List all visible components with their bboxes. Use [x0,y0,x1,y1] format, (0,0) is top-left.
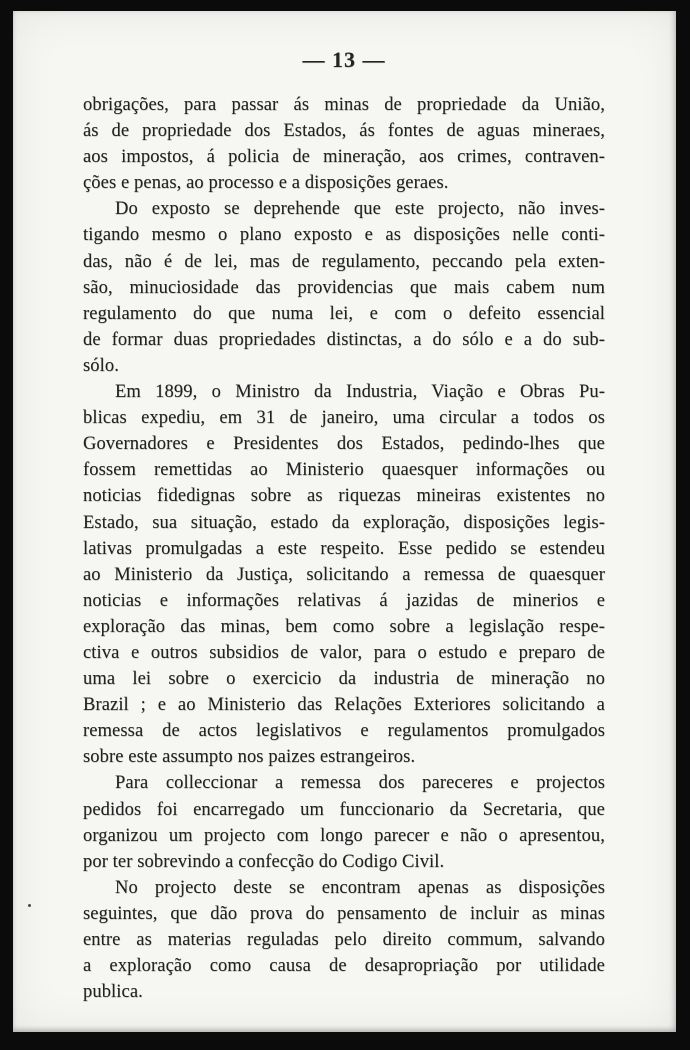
text-line: exploração das minas, bem como sobre a legislação respe- [83,616,605,637]
text-line: Para colleccionar a remessa dos pareceres e projectos [115,773,605,794]
text-line: sólo. [83,355,119,376]
text-line: lativas promulgadas a este respeito. Esse pedido se estendeu [83,538,605,559]
text-line: organizou um projecto com longo parecer e não o apresentou, [83,825,605,846]
text-line: por ter sobrevindo a confecção do Codigo Civil. [83,851,445,872]
text-line: noticias e informações relativas á jazidas de minerios e [83,590,605,611]
text-line: No projecto deste se encontram apenas as disposições [115,877,605,898]
text-line: são, minuciosidade das providencias que mais cabem num [83,277,605,298]
text-line: Em 1899, o Ministro da Industria, Viação e Obras Pu- [115,382,605,403]
text-line: seguintes, que dão prova do pensamento de incluir as minas [83,903,605,924]
text-line: tigando mesmo o plano exposto e as disposições nelle conti- [83,225,605,246]
text-line: aos impostos, á policia de mineração, aos crimes, contraven- [83,147,605,168]
text-line: ás de propriedade dos Estados, ás fontes de aguas mineraes, [83,121,605,142]
text-line: remessa de actos legislativos e regulamentos promulgados [83,721,605,742]
text-line: blicas expediu, em 31 de janeiro, uma circular a todos os [83,408,605,429]
text-line: uma lei sobre o exercicio da industria de mineração no [83,669,605,690]
text-line: Do exposto se deprehende que este projecto, não inves- [115,199,605,220]
text-line: pedidos foi encarregado um funccionario da Secretaria, que [83,799,605,820]
text-line: Brazil ; e ao Ministerio das Relações Exteriores solicitando a [83,695,605,716]
text-line: das, não é de lei, mas de regulamento, peccando pela exten- [83,251,605,272]
text-line: Governadores e Presidentes dos Estados, pedindo-lhes que [83,434,605,455]
body-text [83,92,605,1005]
text-line: obrigações, para passar ás minas de propriedade da União, [83,95,605,115]
scan-speck-artifact [28,904,31,907]
text-line: ções e penas, ao processo e a disposições geraes. [83,173,449,194]
text-line: sobre este assumpto nos paizes estrangeiros. [83,747,416,768]
text-line: ao Ministerio da Justiça, solicitando a remessa de quaesquer [83,564,605,585]
page-number: — 13 — [302,47,386,72]
text-line: ctiva e outros subsidios de valor, para o estudo e preparo de [83,642,605,663]
text-line: Estado, sua situação, estado da exploração, disposições legis- [83,512,605,533]
text-line: a exploração como causa de desapropriação por utilidade [83,956,605,977]
text-line: publica. [83,982,143,1003]
text-line: entre as materias reguladas pelo direito commum, salvando [83,930,605,950]
text-line: de formar duas propriedades distinctas, a do sólo e a do sub- [83,329,605,350]
text-line: noticias fidedignas sobre as riquezas mineiras existentes no [83,486,605,507]
text-line: regulamento do que numa lei, e com o defeito essencial [83,303,605,324]
text-line: fossem remettidas ao Ministerio quaesquer informações ou [83,460,605,481]
book-page [13,11,676,1032]
